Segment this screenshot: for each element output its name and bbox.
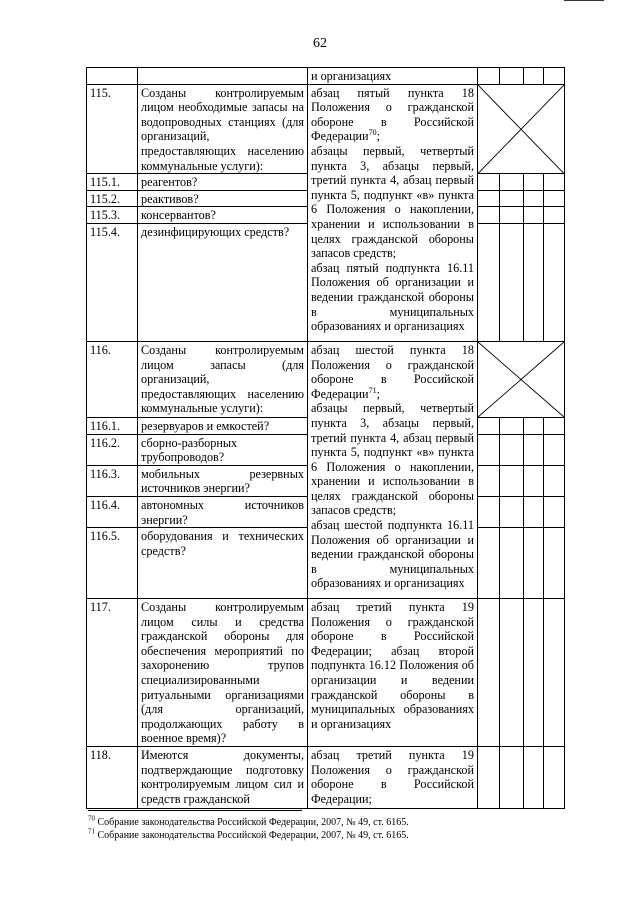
item-number: 115.2. (87, 190, 138, 207)
requirement-cell: автономных источников энергии? (138, 496, 308, 527)
item-number: 117. (87, 599, 138, 747)
table-row (87, 599, 565, 747)
requirement-cell: дезинфицирующих средств? (138, 223, 308, 341)
legal-reference-cell: абзац шестой пункта 18 Положения о гражданской обороне в Российской Федерации$^{71}$; абзацы первый, четвертый пункта 3, абзацы первый, третий пункта 4, абзац первый пункта 5, подпункт «в» пункта 6 Положения о накоплении, хранении и использовании в целях гражданской обороны запасов средств; абзац шестой подпункта 16.11 Положения об организации и ведении гражданской обороны в муниципальных образованиях и организациях (308, 341, 478, 598)
requirement-cell: Созданы контролируемым лицом необходимые запасы на водопроводных станциях (для организаций, предоставляющих населению коммунальные услуги): (138, 84, 308, 174)
requirement-cell: Имеются документы, подтверждающие подготовку контролируемым лицом сил и средств гражданской (138, 747, 308, 809)
item-number: 116.4. (87, 496, 138, 527)
page-number: 62 (313, 36, 327, 51)
item-number: 116.3. (87, 465, 138, 496)
table-row (87, 84, 565, 174)
item-number: 116. (87, 341, 138, 417)
table-row (87, 747, 565, 809)
footnote: $^{70}$ Собрание законодательства Российской Федерации, 2007, № 49, ст. 6165. (88, 814, 409, 828)
requirement-cell: Созданы контролируемым лицом запасы (для организаций, предоставляющих населению коммунальные услуги): (138, 341, 308, 417)
legal-reference-cell: и организациях (308, 68, 478, 85)
requirement-cell: оборудования и технических средств? (138, 528, 308, 599)
requirement-cell: сборно-разборных трубопроводов? (138, 434, 308, 465)
footnotes (88, 816, 409, 842)
requirement-cell: реагентов? (138, 174, 308, 191)
not-applicable-cross (478, 84, 565, 174)
footnote: $^{71}$ Собрание законодательства Российской Федерации, 2007, № 49, ст. 6165. (88, 827, 409, 841)
item-number: 115. (87, 84, 138, 174)
not-applicable-cross (478, 341, 565, 417)
scan-mark (564, 0, 604, 1)
checklist-table (86, 67, 565, 809)
item-number: 115.4. (87, 223, 138, 341)
requirement-cell: резервуаров и емкостей? (138, 417, 308, 434)
legal-reference-cell: абзац третий пункта 19 Положения о гражданской обороне в Российской Федерации; (308, 747, 478, 809)
requirement-cell: Созданы контролируемым лицом силы и средства гражданской обороны для обеспечения мероприятий по захоронению трупов специализированными ритуальными организациями (для организаций, продолжающих работу в военное время)? (138, 599, 308, 747)
item-number: 116.1. (87, 417, 138, 434)
legal-reference-cell: абзац пятый пункта 18 Положения о гражданской обороне в Российской Федерации$^{70}$; абзацы первый, четвертый пункта 3, абзацы первый, третий пункта 4, абзац первый пункта 5, подпункт «в» пункта 6 Положения о накоплении, хранении и использовании в целях гражданской обороны запасов средств; абзац пятый подпункта 16.11 Положения об организации и ведении гражданской обороны в муниципальных образованиях и организациях (308, 84, 478, 341)
item-number: 115.3. (87, 207, 138, 224)
requirement-cell: консервантов? (138, 207, 308, 224)
table-row (87, 68, 565, 85)
legal-reference-cell: абзац третий пункта 19 Положения о гражданской обороне в Российской Федерации; абзац второй подпункта 16.12 Положения об организации и ведении гражданской обороны в муниципальных образованиях и организациях (308, 599, 478, 747)
item-number: 116.2. (87, 434, 138, 465)
table-row (87, 341, 565, 417)
requirement-cell: реактивов? (138, 190, 308, 207)
requirement-cell: мобильных резервных источников энергии? (138, 465, 308, 496)
item-number: 116.5. (87, 528, 138, 599)
item-number: 115.1. (87, 174, 138, 191)
item-number: 118. (87, 747, 138, 809)
footnote-separator (88, 810, 302, 811)
